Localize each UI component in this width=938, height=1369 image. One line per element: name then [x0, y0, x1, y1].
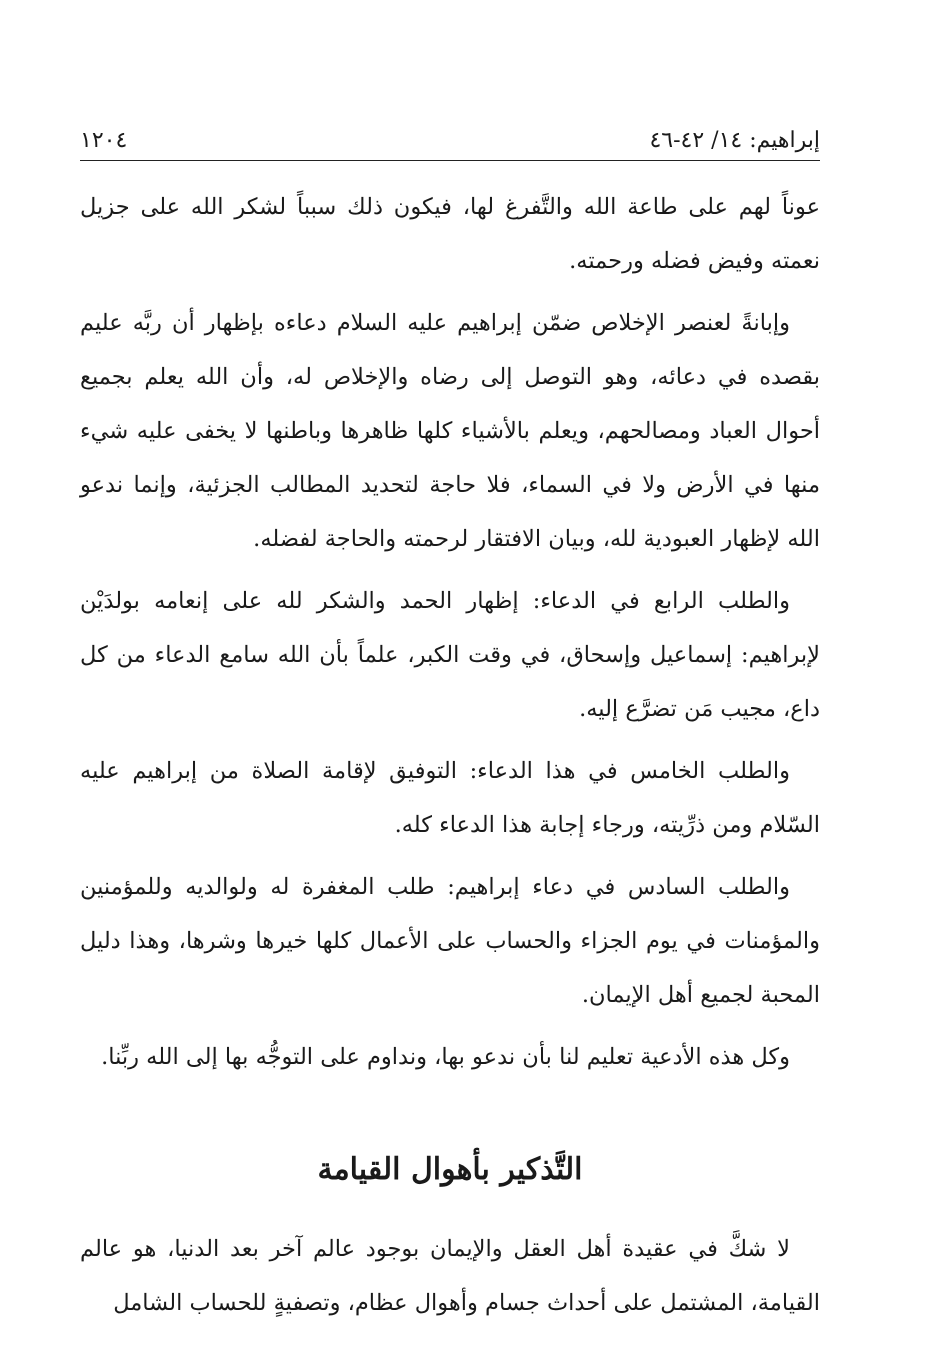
- paragraph: وإبانةً لعنصر الإخلاص ضمّن إبراهيم عليه السلام دعاءه بإظهار أن ربَّه عليم بقصده في دعائه، وهو التوصل إلى رضاه والإخلاص له، وأن الله يعلم بجميع أحوال العباد ومصالحهم، ويعلم بالأشياء كلها ظاهرها وباطنها لا يخفى عليه شيء منها في الأرض ولا في السماء، فلا حاجة لتحديد المطالب الجزئية، وإنما ندعو الله لإظهار العبودية لله، وبيان الافتقار لرحمته والحاجة لفضله.: [80, 310, 820, 552]
- paragraph: لا شكَّ في عقيدة أهل العقل والإيمان بوجود عالم آخر بعد الدنيا، هو عالم القيامة، المشتمل على أحداث جسام وأهوال عظام، وتصفيةٍ للحساب الشامل: [80, 1236, 820, 1316]
- paragraph: والطلب الرابع في الدعاء: إظهار الحمد والشكر لله على إنعامه بولدَيْن لإبراهيم: إسماعيل وإسحاق، في وقت الكبر، علماً بأن الله سامع الدعاء من كل داع، مجيب مَن تضرَّع إليه.: [80, 588, 820, 722]
- paragraph: عوناً لهم على طاعة الله والتَّفرغ لها، فيكون ذلك سبباً لشكر الله على جزيل نعمته وفيض فضله ورحمته.: [80, 194, 820, 274]
- paragraph: وكل هذه الأدعية تعليم لنا بأن ندعو بها، ونداوم على التوجُّه بها إلى الله ربِّنا.: [101, 1044, 790, 1070]
- section-title: التَّذكير بأهوال القيامة: [317, 1152, 583, 1187]
- header-title: إبراهيم: ١٤/ ٤٢-٤٦: [649, 128, 820, 153]
- page-number: ١٢٠٤: [80, 128, 128, 153]
- paragraph: والطلب السادس في دعاء إبراهيم: طلب المغفرة له ولوالديه وللمؤمنين والمؤمنات في يوم الجزاء والحساب على الأعمال كلها خيرها وشرها، وهذا دليل المحبة لجميع أهل الإيمان.: [80, 874, 820, 1008]
- body-text: [80, 180, 820, 1338]
- running-header: [80, 120, 820, 160]
- paragraph: والطلب الخامس في هذا الدعاء: التوفيق لإقامة الصلاة من إبراهيم عليه السّلام ومن ذرِّيته، ورجاء إجابة هذا الدعاء كله.: [80, 758, 820, 838]
- header-divider: [80, 160, 820, 161]
